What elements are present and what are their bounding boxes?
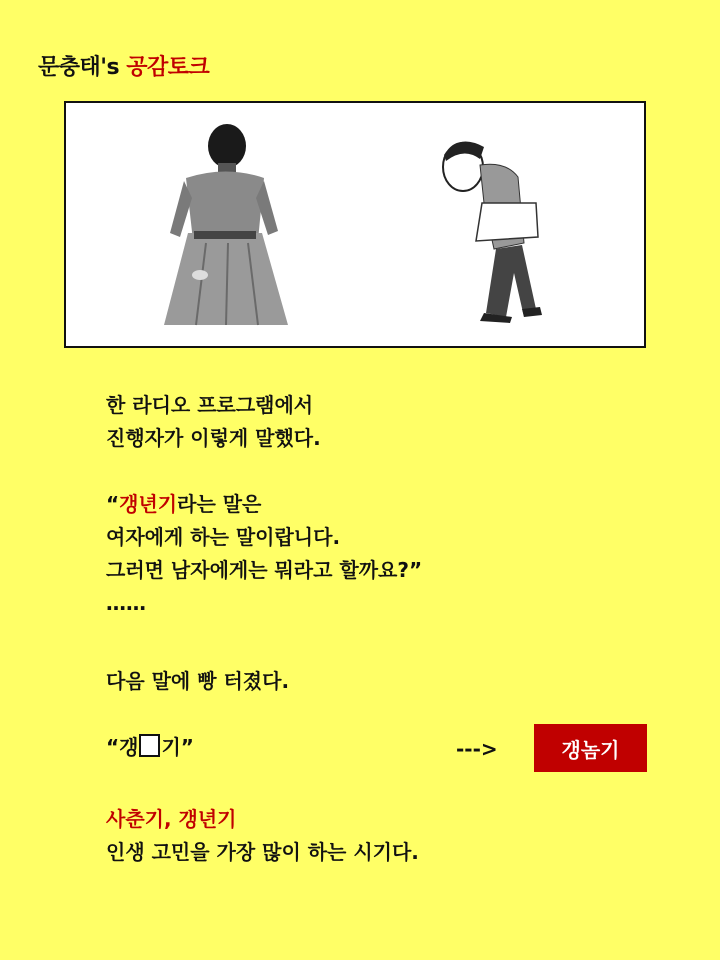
text-line: 인생 고민을 가장 많이 하는 시기다. xyxy=(106,840,419,864)
man-figure xyxy=(443,142,542,323)
text-line xyxy=(106,488,422,521)
text-line: 진행자가 이렇게 말했다. xyxy=(106,426,321,450)
riddle-suffix: 기” xyxy=(161,735,194,759)
paragraph-punchline-intro xyxy=(106,665,289,698)
text-line: 그러면 남자에게는 뭐라고 할까요?” xyxy=(106,558,423,582)
paragraph-intro xyxy=(106,389,321,455)
text-line: 다음 말에 빵 터졌다. xyxy=(106,669,290,693)
title-prefix: 문충태's xyxy=(38,55,127,80)
text-line: 한 라디오 프로그램에서 xyxy=(106,393,314,417)
blank-box xyxy=(139,734,160,757)
title-highlight: 공감토크 xyxy=(126,55,210,80)
arrow-icon: ---> xyxy=(456,737,498,761)
text-line: …… xyxy=(106,591,146,615)
text-line: 여자에게 하는 말이랍니다. xyxy=(106,525,341,549)
line-rest: 라는 말은 xyxy=(177,492,262,516)
conclusion-highlight: 사춘기, 갱년기 xyxy=(106,807,237,831)
highlight-word: 갱년기 xyxy=(119,492,178,516)
answer-box: 갱놈기 xyxy=(534,724,647,772)
quote-open: “ xyxy=(106,492,120,516)
riddle-line xyxy=(106,731,194,764)
paragraph-conclusion xyxy=(106,803,419,869)
illustration-frame xyxy=(64,101,646,348)
woman-figure xyxy=(164,124,288,325)
page-title xyxy=(38,50,209,81)
paragraph-question xyxy=(106,488,422,620)
riddle-prefix: “갱 xyxy=(106,735,139,759)
illustration-image xyxy=(66,103,644,346)
